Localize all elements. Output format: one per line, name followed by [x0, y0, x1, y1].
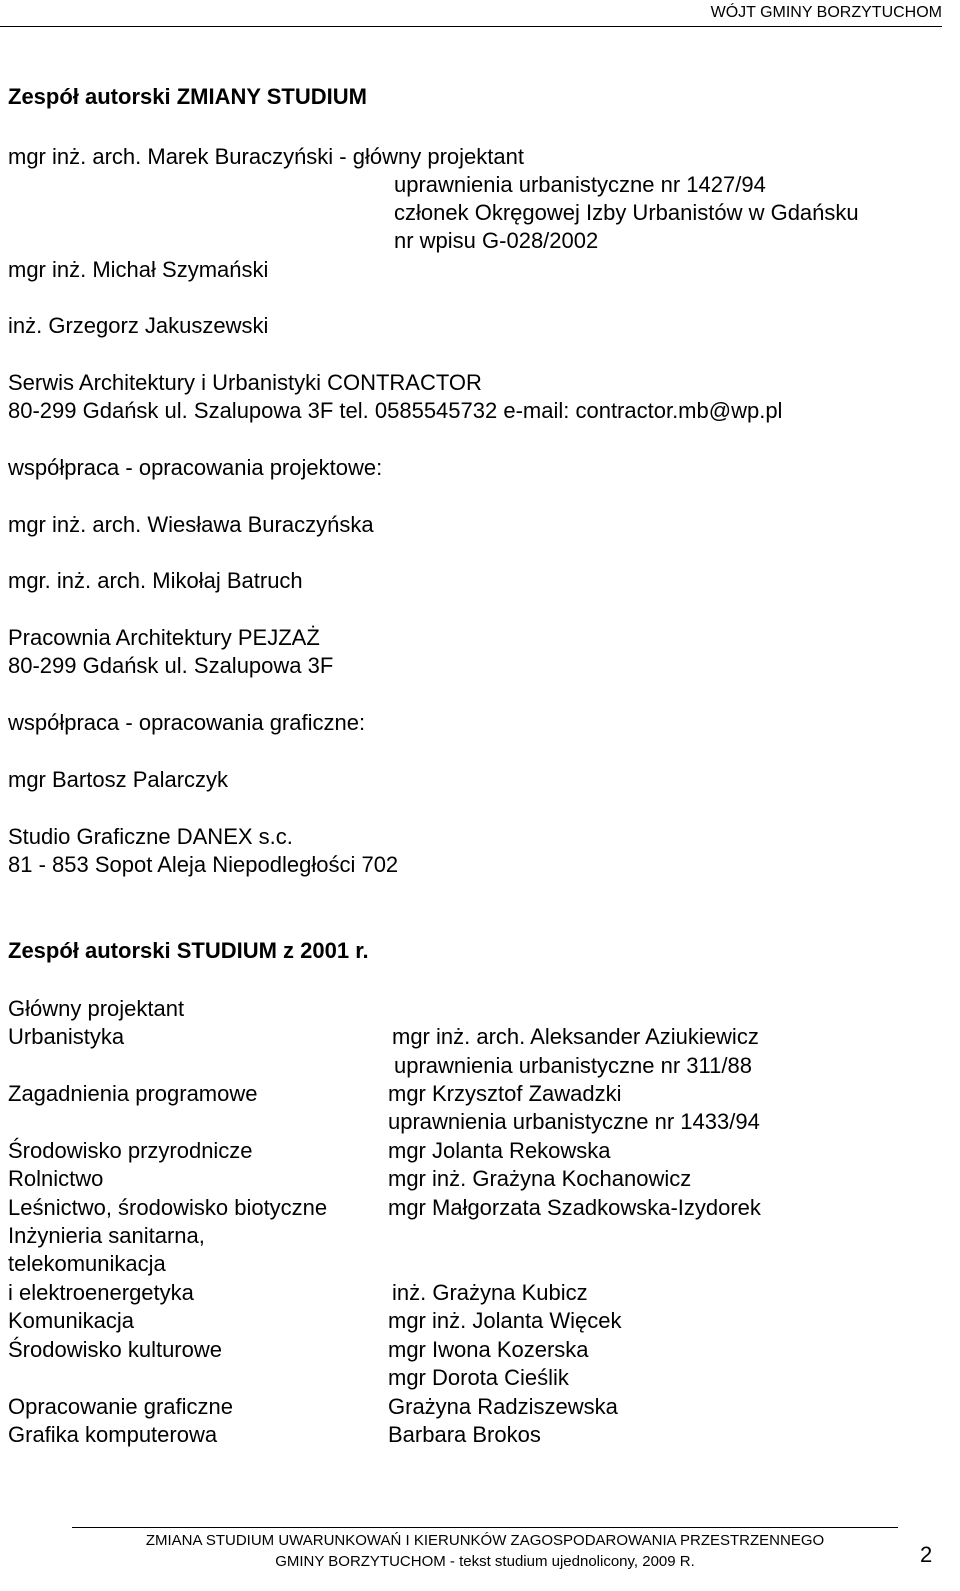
zmiana-heading: Zespół autorski ZMIANY STUDIUM	[8, 84, 367, 109]
coop-projects-label: współpraca - opracowania projektowe:	[8, 455, 383, 480]
field-label: Komunikacja	[8, 1308, 134, 1333]
person-name: mgr Krzysztof Zawadzki	[388, 1081, 622, 1106]
person-detail: uprawnienia urbanistyczne nr 311/88	[394, 1053, 752, 1078]
coop-graphic-person: mgr Bartosz Palarczyk	[8, 767, 229, 792]
coop-graphic-label: współpraca - opracowania graficzne:	[8, 710, 366, 735]
footer-line-2: GMINY BORZYTUCHOM - tekst studium ujednolicony, 2009 R.	[275, 1553, 695, 1570]
footer-divider	[72, 1527, 898, 1528]
studio-name: Studio Graficzne DANEX s.c.	[8, 824, 293, 849]
studium2001-heading: Zespół autorski STUDIUM z 2001 r.	[8, 938, 369, 963]
field-label: Środowisko przyrodnicze	[8, 1138, 253, 1163]
author-detail-license: uprawnienia urbanistyczne nr 1427/94	[394, 172, 766, 197]
person-name: mgr Iwona Kozerska	[388, 1337, 589, 1362]
header-divider	[0, 26, 942, 27]
author-detail-registry: nr wpisu G-028/2002	[394, 228, 599, 253]
field-label: Zagadnienia programowe	[8, 1081, 258, 1106]
field-label: Urbanistyka	[8, 1024, 125, 1049]
coop-firm-name: Pracownia Architektury PEJZAŻ	[8, 625, 320, 650]
field-label: Leśnictwo, środowisko biotyczne	[8, 1195, 328, 1220]
person-detail: uprawnienia urbanistyczne nr 1433/94	[388, 1109, 760, 1134]
coop-person-1: mgr inż. arch. Wiesława Buraczyńska	[8, 512, 374, 537]
person-name: mgr Jolanta Rekowska	[388, 1138, 611, 1163]
field-label: Główny projektant	[8, 996, 185, 1021]
person-name: Grażyna Radziszewska	[388, 1394, 618, 1419]
firm-name: Serwis Architektury i Urbanistyki CONTRACTOR	[8, 370, 482, 395]
field-label: telekomunikacja	[8, 1251, 166, 1276]
field-label: Rolnictwo	[8, 1166, 104, 1191]
studio-address: 81 - 853 Sopot Aleja Niepodległości 702	[8, 852, 399, 877]
firm-address: 80-299 Gdańsk ul. Szalupowa 3F tel. 0585545732 e-mail: contractor.mb@wp.pl	[8, 398, 783, 423]
field-label: Grafika komputerowa	[8, 1422, 218, 1447]
field-label: Opracowanie graficzne	[8, 1394, 234, 1419]
author-2: mgr inż. Michał Szymański	[8, 257, 269, 282]
author-3: inż. Grzegorz Jakuszewski	[8, 313, 269, 338]
person-name: Barbara Brokos	[388, 1422, 541, 1447]
coop-firm-address: 80-299 Gdańsk ul. Szalupowa 3F	[8, 653, 334, 678]
footer-line-1: ZMIANA STUDIUM UWARUNKOWAŃ I KIERUNKÓW ZAGOSPODAROWANIA PRZESTRZENNEGO	[145, 1532, 825, 1549]
person-name: mgr Małgorzata Szadkowska-Izydorek	[388, 1195, 761, 1220]
author-detail-membership: członek Okręgowej Izby Urbanistów w Gdańsku	[394, 200, 859, 225]
author-main-designer: mgr inż. arch. Marek Buraczyński - główny projektant	[8, 144, 524, 169]
person-name: inż. Grażyna Kubicz	[392, 1280, 588, 1305]
person-name: mgr inż. Grażyna Kochanowicz	[388, 1166, 692, 1191]
person-name: mgr inż. arch. Aleksander Aziukiewicz	[392, 1024, 759, 1049]
running-header: WÓJT GMINY BORZYTUCHOM	[710, 4, 942, 21]
coop-person-2: mgr. inż. arch. Mikołaj Batruch	[8, 568, 303, 593]
field-label: i elektroenergetyka	[8, 1280, 194, 1305]
person-name: mgr Dorota Cieślik	[388, 1365, 569, 1390]
person-name: mgr inż. Jolanta Więcek	[388, 1308, 622, 1333]
page-number: 2	[920, 1542, 933, 1567]
field-label: Środowisko kulturowe	[8, 1337, 222, 1362]
field-label: Inżynieria sanitarna,	[8, 1223, 205, 1248]
